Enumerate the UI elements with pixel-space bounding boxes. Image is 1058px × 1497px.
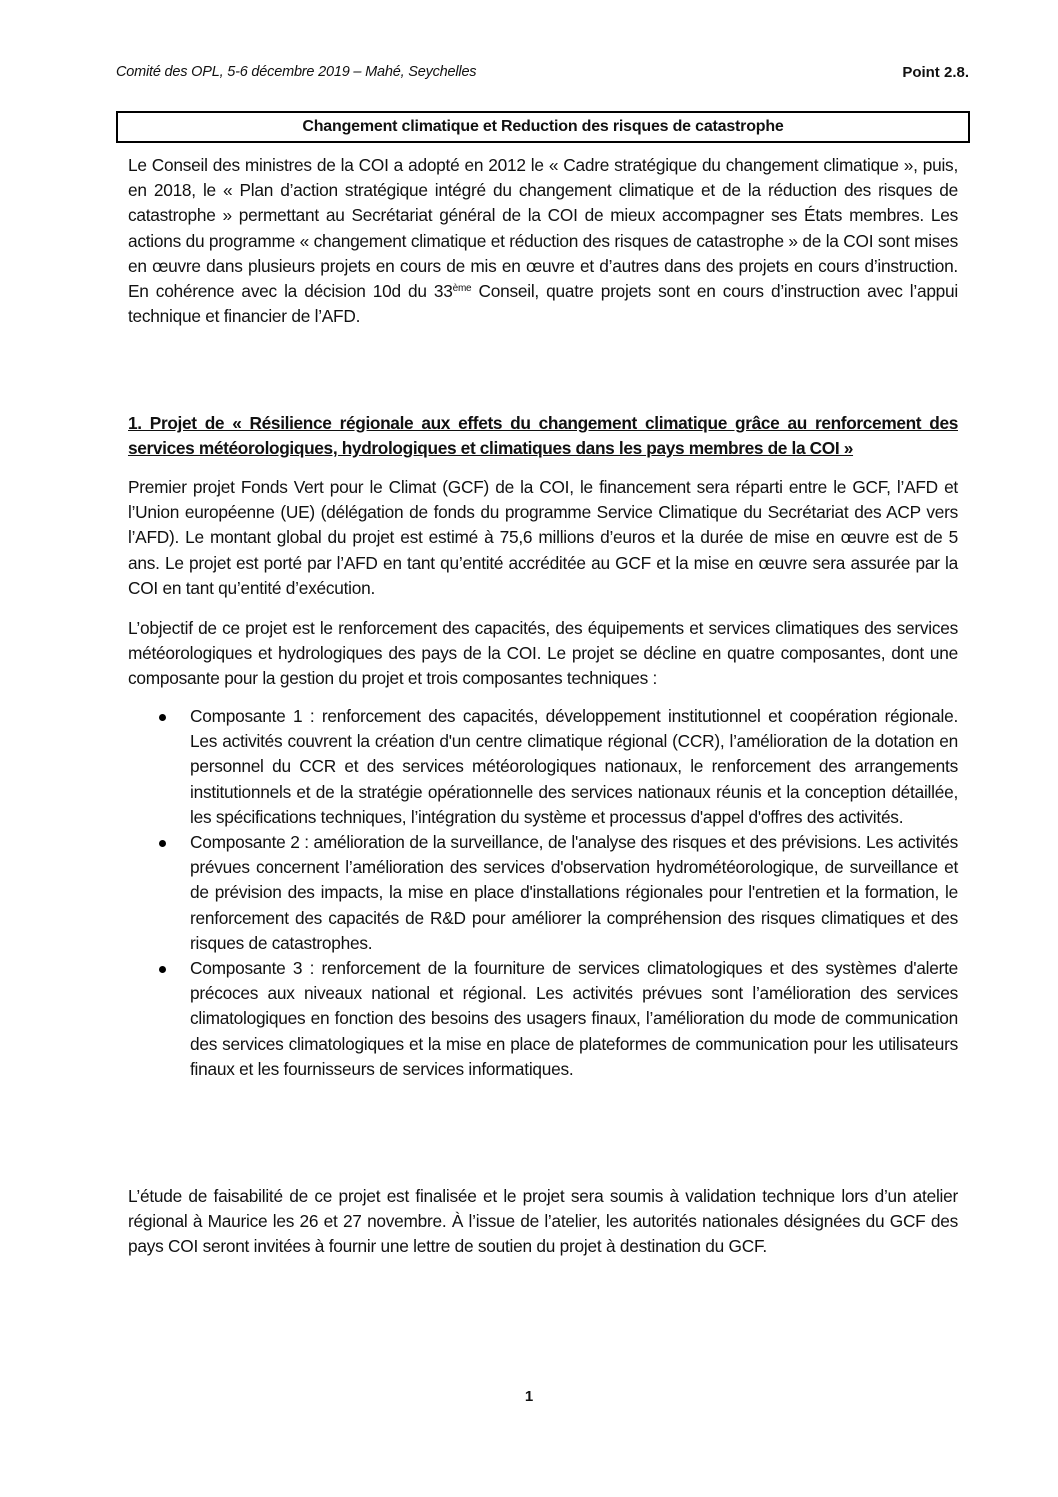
- page-number: 1: [524, 1388, 534, 1405]
- running-header-meeting: Comité des OPL, 5-6 décembre 2019 – Mahé, Seychelles: [116, 64, 477, 80]
- running-header-point: Point 2.8.: [902, 64, 969, 81]
- list-item-component-3: [128, 956, 958, 1082]
- bullet-icon: [159, 840, 166, 847]
- intro-superscript: ème: [452, 283, 472, 295]
- list-item-component-1: [128, 704, 958, 830]
- intro-text: Le Conseil des ministres de la COI a adopté en 2012 le « Cadre stratégique du changement climatique », puis, en 2018, le « Plan d’action stratégique intégré du changement climatique et de la réduction des risques de catastrophe » permettant au Secrétariat général de la COI de mieux accompagner ses États membres. Les actions du programme « changement climatique et réduction des risques de catastrophe » de la COI sont mises en œuvre dans plusieurs projets en cours de mis en œuvre et d’autres dans des projets en cours d’instruction. En cohérence avec la décision 10d du 33: [128, 155, 958, 302]
- list-item-text: Composante 1 : renforcement des capacités, développement institutionnel et coopération régionale. Les activités couvrent la création d'un centre climatique régional (CCR), l’amélioration de la dotation en personnel du CCR et des services météorologiques nationaux, le renforcement des arrangements institutionnels et de la stratégie opérationnelle des services nationaux réunis et la conception détaillée, les spécifications techniques, l’intégration du système et processus d'appel d'offres des activités.: [190, 706, 958, 827]
- intro-paragraph: [128, 153, 958, 329]
- list-item-component-2: [128, 830, 958, 956]
- section-1-paragraph-2: L’objectif de ce projet est le renforcement des capacités, des équipements et services climatiques des services météorologiques et hydrologiques des pays de la COI. Le projet se décline en quatre composantes, dont une composante pour la gestion du projet et trois composantes techniques :: [128, 618, 958, 689]
- components-list: [128, 704, 958, 1082]
- bullet-icon: [159, 966, 166, 973]
- section-1-paragraph-3: L’étude de faisabilité de ce projet est finalisée et le projet sera soumis à validation technique lors d’un atelier régional à Maurice les 26 et 27 novembre. À l’issue de l’atelier, les autorités nationales désignées du GCF des pays COI seront invitées à fournir une lettre de soutien du projet à destination du GCF.: [128, 1186, 958, 1257]
- bullet-icon: [159, 714, 166, 721]
- list-item-text: Composante 2 : amélioration de la surveillance, de l'analyse des risques et des prévisions. Les activités prévues concernent l’amélioration des services d'observation hydrométéorologique, de surveillance et de prévision des impacts, la mise en place d'installations régionales pour l'entretien et la formation, le renforcement des capacités de R&D pour améliorer la compréhension des risques climatiques et des risques de catastrophes.: [190, 832, 958, 953]
- section-1-paragraph-1: Premier projet Fonds Vert pour le Climat (GCF) de la COI, le financement sera réparti entre le GCF, l’AFD et l’Union européenne (UE) (délégation de fonds du programme Service Climatique du Secrétariat des ACP vers l’AFD). Le montant global du projet est estimé à 75,6 millions d’euros et la durée de mise en œuvre est de 5 ans. Le projet est porté par l’AFD en tant qu’entité accréditée au GCF et la mise en œuvre sera assurée par la COI en tant qu’entité d’exécution.: [128, 477, 958, 598]
- document-title: Changement climatique et Reduction des risques de catastrophe: [302, 118, 784, 135]
- intro-text-end: Conseil, quatre projets sont en cours d’instruction avec l’appui technique et financier de l’AFD.: [128, 281, 958, 327]
- list-item-text: Composante 3 : renforcement de la fourniture de services climatologiques et des systèmes d'alerte précoces aux niveaux national et régional. Les activités prévues sont l’amélioration des services climatologiques en fonction des besoins des usagers finaux, l’amélioration du mode de communication des services climatologiques et la mise en place de plateformes de communication pour les utilisateurs finaux et les fournisseurs de services informatiques.: [190, 958, 958, 1079]
- document-title-box: [116, 111, 970, 143]
- section-1-heading: 1. Projet de « Résilience régionale aux effets du changement climatique grâce au renforcement des services météorologiques, hydrologiques et climatiques dans les pays membres de la COI »: [128, 413, 958, 459]
